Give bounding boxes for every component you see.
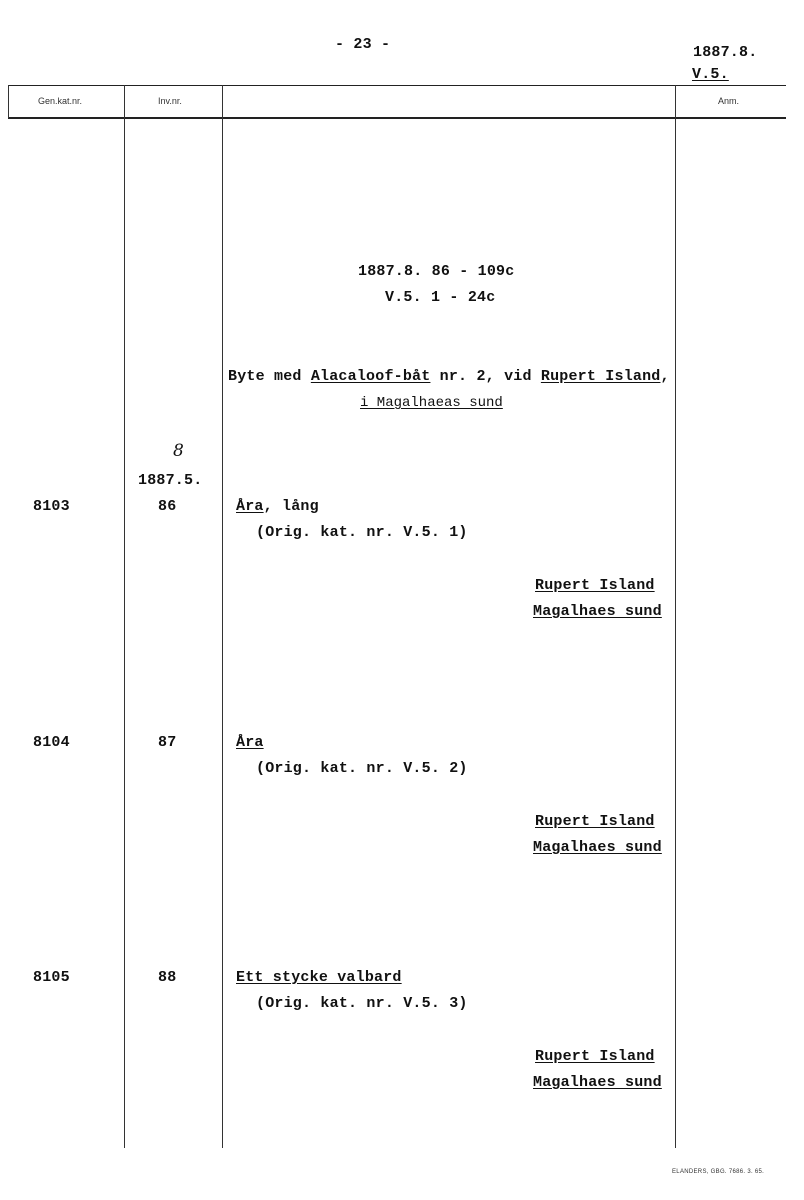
exchange-note-line-1 (228, 368, 670, 385)
object-name-rest: , lång (263, 498, 319, 515)
entry-original-catalog-ref: (Orig. kat. nr. V.5. 2) (256, 760, 468, 777)
entry-gen-kat-nr: 8103 (33, 498, 70, 515)
column-header-inv-nr: Inv.nr. (158, 96, 182, 106)
entry-place: Rupert Island (535, 813, 655, 830)
entry-inv-nr: 86 (158, 498, 177, 515)
object-name-underlined: Ett stycke valbard (236, 969, 402, 986)
exchange-note-line-2: i Magalhaeas sund (360, 395, 503, 411)
header-accession-number: 1887.8. (693, 44, 758, 61)
page-number: - 23 - (335, 36, 391, 53)
entry-object-name (236, 498, 319, 515)
handwritten-correction: 8 (173, 441, 184, 461)
entry-place: Rupert Island (535, 577, 655, 594)
object-name-underlined: Åra (236, 734, 264, 751)
exchange-prefix: Byte med (228, 368, 311, 385)
inventory-prefix: 1887.5. (138, 472, 203, 489)
entry-gen-kat-nr: 8104 (33, 734, 70, 751)
printer-imprint: ELANDERS, GBG. 7686. 3. 65. (672, 1169, 765, 1175)
entry-object-name (236, 734, 264, 751)
exchange-boat: Alacaloof-båt (310, 368, 431, 385)
exchange-comma: , (660, 368, 670, 385)
entry-object-name (236, 969, 402, 986)
catalog-range: V.5. 1 - 24c (385, 289, 496, 306)
column-divider-1 (124, 85, 125, 1148)
entry-strait: Magalhaes sund (533, 839, 662, 856)
entry-inv-nr: 87 (158, 734, 177, 751)
column-divider-left (8, 85, 9, 118)
entry-inv-nr: 88 (158, 969, 177, 986)
column-divider-3 (675, 85, 676, 1148)
column-header-anm: Anm. (718, 96, 740, 106)
entry-original-catalog-ref: (Orig. kat. nr. V.5. 3) (256, 995, 468, 1012)
column-divider-2 (222, 85, 223, 1148)
column-header-gen-kat-nr: Gen.kat.nr. (38, 96, 83, 106)
entry-strait: Magalhaes sund (533, 1074, 662, 1091)
inventory-range: 1887.8. 86 - 109c (358, 263, 515, 280)
entry-gen-kat-nr: 8105 (33, 969, 70, 986)
exchange-mid: nr. 2, vid (430, 368, 541, 385)
object-name-underlined: Åra (236, 498, 264, 515)
entry-place: Rupert Island (535, 1048, 655, 1065)
entry-original-catalog-ref: (Orig. kat. nr. V.5. 1) (256, 524, 468, 541)
exchange-place: Rupert Island (540, 368, 661, 385)
entry-strait: Magalhaes sund (533, 603, 662, 620)
header-catalog-prefix: V.5. (692, 66, 729, 83)
